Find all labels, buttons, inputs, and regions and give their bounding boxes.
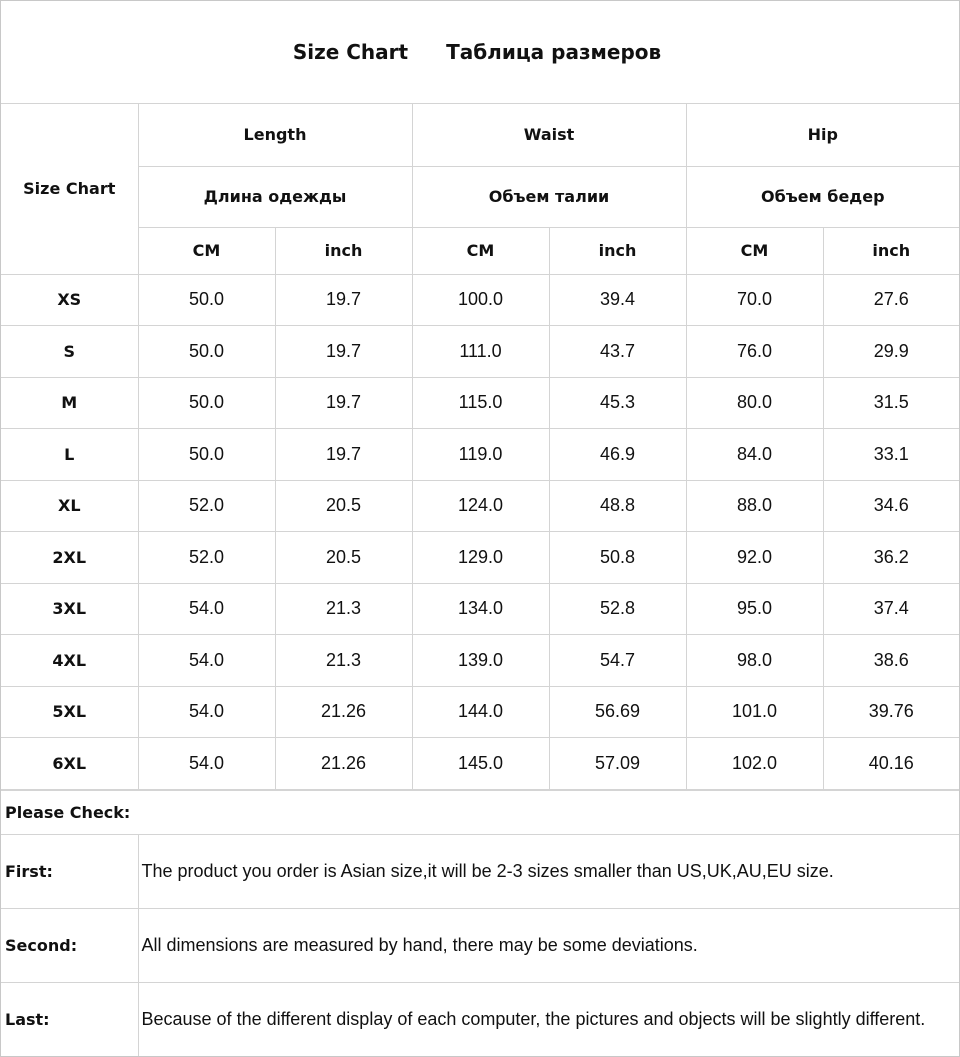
size-label: 2XL <box>1 532 138 584</box>
corner-label: Size Chart <box>1 104 138 274</box>
measurement-cell: 19.7 <box>275 274 412 326</box>
measurement-cell: 101.0 <box>686 686 823 738</box>
measurement-cell: 34.6 <box>823 480 959 532</box>
measurement-cell: 19.7 <box>275 326 412 378</box>
size-label: 3XL <box>1 583 138 635</box>
size-label: XL <box>1 480 138 532</box>
measurement-cell: 52.0 <box>138 480 275 532</box>
measurement-cell: 52.8 <box>549 583 686 635</box>
unit-header: inch <box>549 227 686 274</box>
measurement-cell: 54.0 <box>138 583 275 635</box>
title-english: Size Chart <box>292 40 409 64</box>
measurement-cell: 139.0 <box>412 635 549 687</box>
measurement-cell: 88.0 <box>686 480 823 532</box>
group-length-en: Length <box>138 104 412 166</box>
table-row <box>1 480 959 532</box>
measurement-cell: 129.0 <box>412 532 549 584</box>
measurement-cell: 29.9 <box>823 326 959 378</box>
measurement-cell: 50.0 <box>138 429 275 481</box>
measurement-cell: 100.0 <box>412 274 549 326</box>
measurement-cell: 38.6 <box>823 635 959 687</box>
group-waist-en: Waist <box>412 104 686 166</box>
measurement-cell: 54.0 <box>138 635 275 687</box>
measurement-cell: 92.0 <box>686 532 823 584</box>
measurement-cell: 37.4 <box>823 583 959 635</box>
measurement-cell: 20.5 <box>275 532 412 584</box>
size-label: M <box>1 377 138 429</box>
measurement-cell: 95.0 <box>686 583 823 635</box>
note-text: The product you order is Asian size,it will be 2-3 sizes smaller than US,UK,AU,EU size. <box>138 834 959 908</box>
unit-header: CM <box>138 227 275 274</box>
measurement-cell: 33.1 <box>823 429 959 481</box>
size-label: 4XL <box>1 635 138 687</box>
measurement-cell: 54.0 <box>138 686 275 738</box>
measurement-cell: 80.0 <box>686 377 823 429</box>
measurement-cell: 70.0 <box>686 274 823 326</box>
measurement-cell: 56.69 <box>549 686 686 738</box>
measurement-cell: 50.0 <box>138 377 275 429</box>
note-text: Because of the different display of each computer, the pictures and objects will be slightly different. <box>138 982 959 1056</box>
note-label: First: <box>1 834 138 908</box>
unit-header: inch <box>823 227 959 274</box>
measurement-cell: 124.0 <box>412 480 549 532</box>
note-label: Second: <box>1 908 138 982</box>
measurement-cell: 50.0 <box>138 274 275 326</box>
note-label: Last: <box>1 982 138 1056</box>
unit-header: CM <box>412 227 549 274</box>
please-check-heading: Please Check: <box>1 790 959 834</box>
measurement-cell: 52.0 <box>138 532 275 584</box>
measurement-cell: 40.16 <box>823 738 959 790</box>
unit-header: inch <box>275 227 412 274</box>
measurement-cell: 50.0 <box>138 326 275 378</box>
group-hip-en: Hip <box>686 104 959 166</box>
group-length-ru: Длина одежды <box>138 166 412 227</box>
measurement-cell: 54.7 <box>549 635 686 687</box>
measurement-cell: 21.26 <box>275 738 412 790</box>
table-row <box>1 738 959 790</box>
size-table <box>1 104 959 790</box>
table-row <box>1 532 959 584</box>
table-row <box>1 583 959 635</box>
measurement-cell: 27.6 <box>823 274 959 326</box>
size-label: L <box>1 429 138 481</box>
page-title <box>1 1 959 104</box>
measurement-cell: 19.7 <box>275 429 412 481</box>
measurement-cell: 115.0 <box>412 377 549 429</box>
size-label: 6XL <box>1 738 138 790</box>
measurement-cell: 76.0 <box>686 326 823 378</box>
note-row <box>1 982 959 1056</box>
measurement-cell: 39.76 <box>823 686 959 738</box>
table-row <box>1 274 959 326</box>
note-text: All dimensions are measured by hand, there may be some deviations. <box>138 908 959 982</box>
measurement-cell: 21.3 <box>275 635 412 687</box>
measurement-cell: 21.26 <box>275 686 412 738</box>
size-label: 5XL <box>1 686 138 738</box>
measurement-cell: 102.0 <box>686 738 823 790</box>
measurement-cell: 31.5 <box>823 377 959 429</box>
measurement-cell: 134.0 <box>412 583 549 635</box>
measurement-cell: 145.0 <box>412 738 549 790</box>
measurement-cell: 119.0 <box>412 429 549 481</box>
measurement-cell: 39.4 <box>549 274 686 326</box>
table-row <box>1 635 959 687</box>
group-hip-ru: Объем бедер <box>686 166 959 227</box>
measurement-cell: 144.0 <box>412 686 549 738</box>
measurement-cell: 36.2 <box>823 532 959 584</box>
group-waist-ru: Объем талии <box>412 166 686 227</box>
measurement-cell: 21.3 <box>275 583 412 635</box>
measurement-cell: 45.3 <box>549 377 686 429</box>
measurement-cell: 19.7 <box>275 377 412 429</box>
table-row <box>1 686 959 738</box>
measurement-cell: 54.0 <box>138 738 275 790</box>
measurement-cell: 111.0 <box>412 326 549 378</box>
measurement-cell: 43.7 <box>549 326 686 378</box>
size-label: XS <box>1 274 138 326</box>
measurement-cell: 57.09 <box>549 738 686 790</box>
notes-table <box>1 790 959 1057</box>
table-row <box>1 429 959 481</box>
table-row <box>1 326 959 378</box>
note-row <box>1 834 959 908</box>
measurement-cell: 84.0 <box>686 429 823 481</box>
measurement-cell: 50.8 <box>549 532 686 584</box>
measurement-cell: 98.0 <box>686 635 823 687</box>
size-label: S <box>1 326 138 378</box>
unit-header: CM <box>686 227 823 274</box>
table-row <box>1 377 959 429</box>
title-russian: Таблица размеров <box>446 40 662 64</box>
measurement-cell: 48.8 <box>549 480 686 532</box>
note-row <box>1 908 959 982</box>
measurement-cell: 46.9 <box>549 429 686 481</box>
measurement-cell: 20.5 <box>275 480 412 532</box>
